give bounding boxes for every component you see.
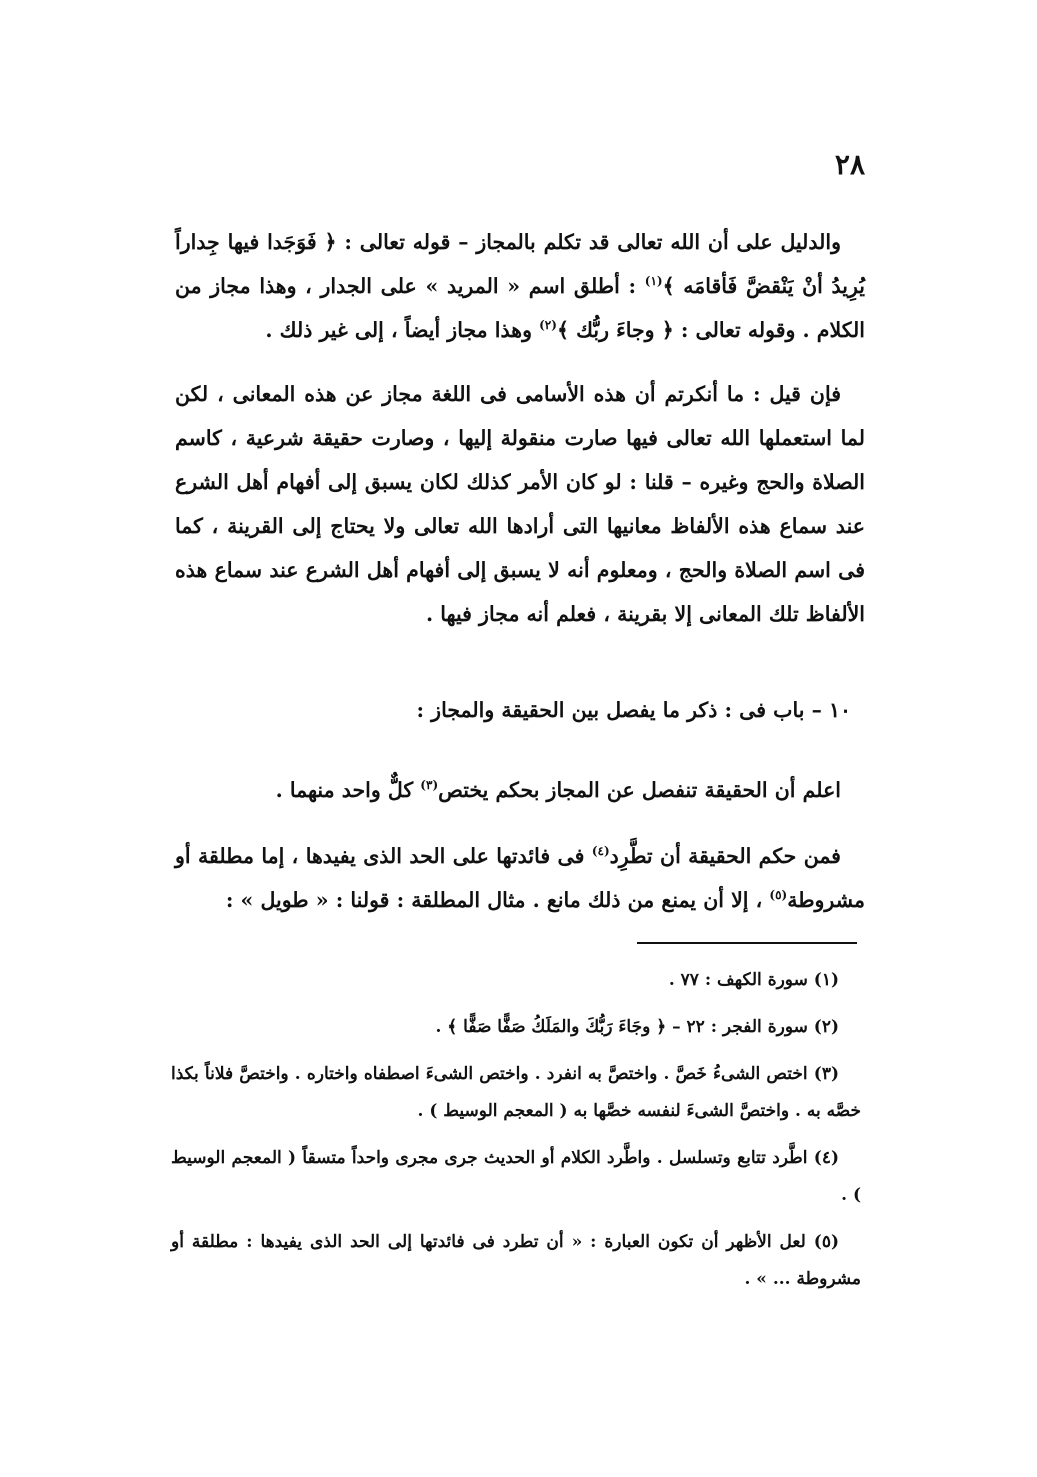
p4-part-c: ، إلا أن يمنع من ذلك مانع . مثال المطلقة : قولنا : « طويل » : [225, 888, 770, 912]
footnote-ref-1: (١) [644, 274, 663, 289]
page-number: ٢٨ [834, 148, 865, 181]
footnote-1: (١) سورة الكهف : ٧٧ . [668, 970, 839, 990]
footnote-5: (٥) لعل الأظهر أن تكون العبارة : « أن تطرد فى فائدتها إلى الحد الذى يفيدها : مطلقة أو مشروطة ... » . [171, 1232, 861, 1289]
main-text [175, 220, 865, 922]
p4-part-a: فمن حكم الحقيقة أن تطَّرِد [609, 844, 841, 868]
paragraph-evidence [175, 220, 865, 352]
p1-line3b: وهذا مجاز أيضاً ، إلى غير ذلك . [265, 318, 540, 342]
footnote-4: (٤) اطَّرد تتابع وتسلسل . واطَّرد الكلام أو الحديث جرى مجرى واحداً متسقاً ( المعجم الوسيط ) . [171, 1148, 861, 1205]
paragraph-rule [175, 834, 865, 922]
footnote-ref-5: (٥) [769, 888, 788, 903]
footnote-ref-3: (٣) [420, 778, 439, 793]
footnote-separator [637, 942, 857, 944]
footnote-ref-2: (٢) [539, 318, 557, 333]
p3-part-a: اعلم أن الحقيقة تنفصل عن المجاز بحكم يختص [438, 778, 841, 802]
p1-line2b: : أطلق اسم « المريد » على الجدار ، وهذا مجاز [210, 274, 645, 298]
p1-line3a: من الكلام . وقوله تعالى : ﴿ وجاءَ ربُّك ﴾ [175, 274, 865, 342]
footnote-2: (٢) سورة الفجر : ٢٢ – ﴿ وجَاءَ رَبُّكَ والمَلَكُ صَفًّا صَفًّا ﴾ . [435, 1017, 839, 1037]
footnotes [171, 962, 861, 1308]
section-heading: ١٠ – باب فى : ذكر ما يفصل بين الحقيقة والمجاز : [416, 698, 851, 722]
p1-line1: والدليل على أن الله تعالى قد تكلم بالمجاز – قوله تعالى : ﴿ فَوَجَدا فيها جِداراً [175, 230, 841, 254]
p1-line2a: يُرِيدُ أنْ يَنْقضَّ فَأقامَه ﴾ [662, 274, 865, 298]
paragraph-objection: فإن قيل : ما أنكرتم أن هذه الأسامى فى اللغة مجاز عن هذه المعانى ، لكن لما استعملها الله تعالى فيها صارت منقولة إليها ، وصارت حقيقة شرعية ، كاسم الصلاة والحج وغيره – قلنا : لو كان الأمر كذلك لكان يسبق إلى أفهام أهل الشرع عند سماع هذه الألفاظ معانيها التى أرادها الله تعالى ولا يحتاج إلى القرينة ، كما فى اسم الصلاة والحج ، ومعلوم أنه لا يسبق إلى أفهام أهل الشرع عند سماع هذه الألفاظ تلك المعانى إلا بقرينة ، فعلم أنه مجاز فيها . [175, 382, 865, 626]
footnote-ref-4: (٤) [591, 844, 610, 859]
p4-part-b: فى فائدتها على الحد الذى يفيدها ، إما مطلقة أو مشروطة [175, 844, 865, 912]
p3-part-b: كلٌّ واحد منهما . [275, 778, 421, 802]
footnote-3: (٣) اختص الشىءُ خَصَّ . واختصَّ به انفرد . واختص الشىءَ اصطفاه واختاره . واختصَّ فلاناً بكذا خصَّه به . واختصَّ الشىءَ لنفسه خصَّها به ( المعجم الوسيط ) . [171, 1064, 861, 1121]
paragraph-distinction [175, 768, 865, 812]
